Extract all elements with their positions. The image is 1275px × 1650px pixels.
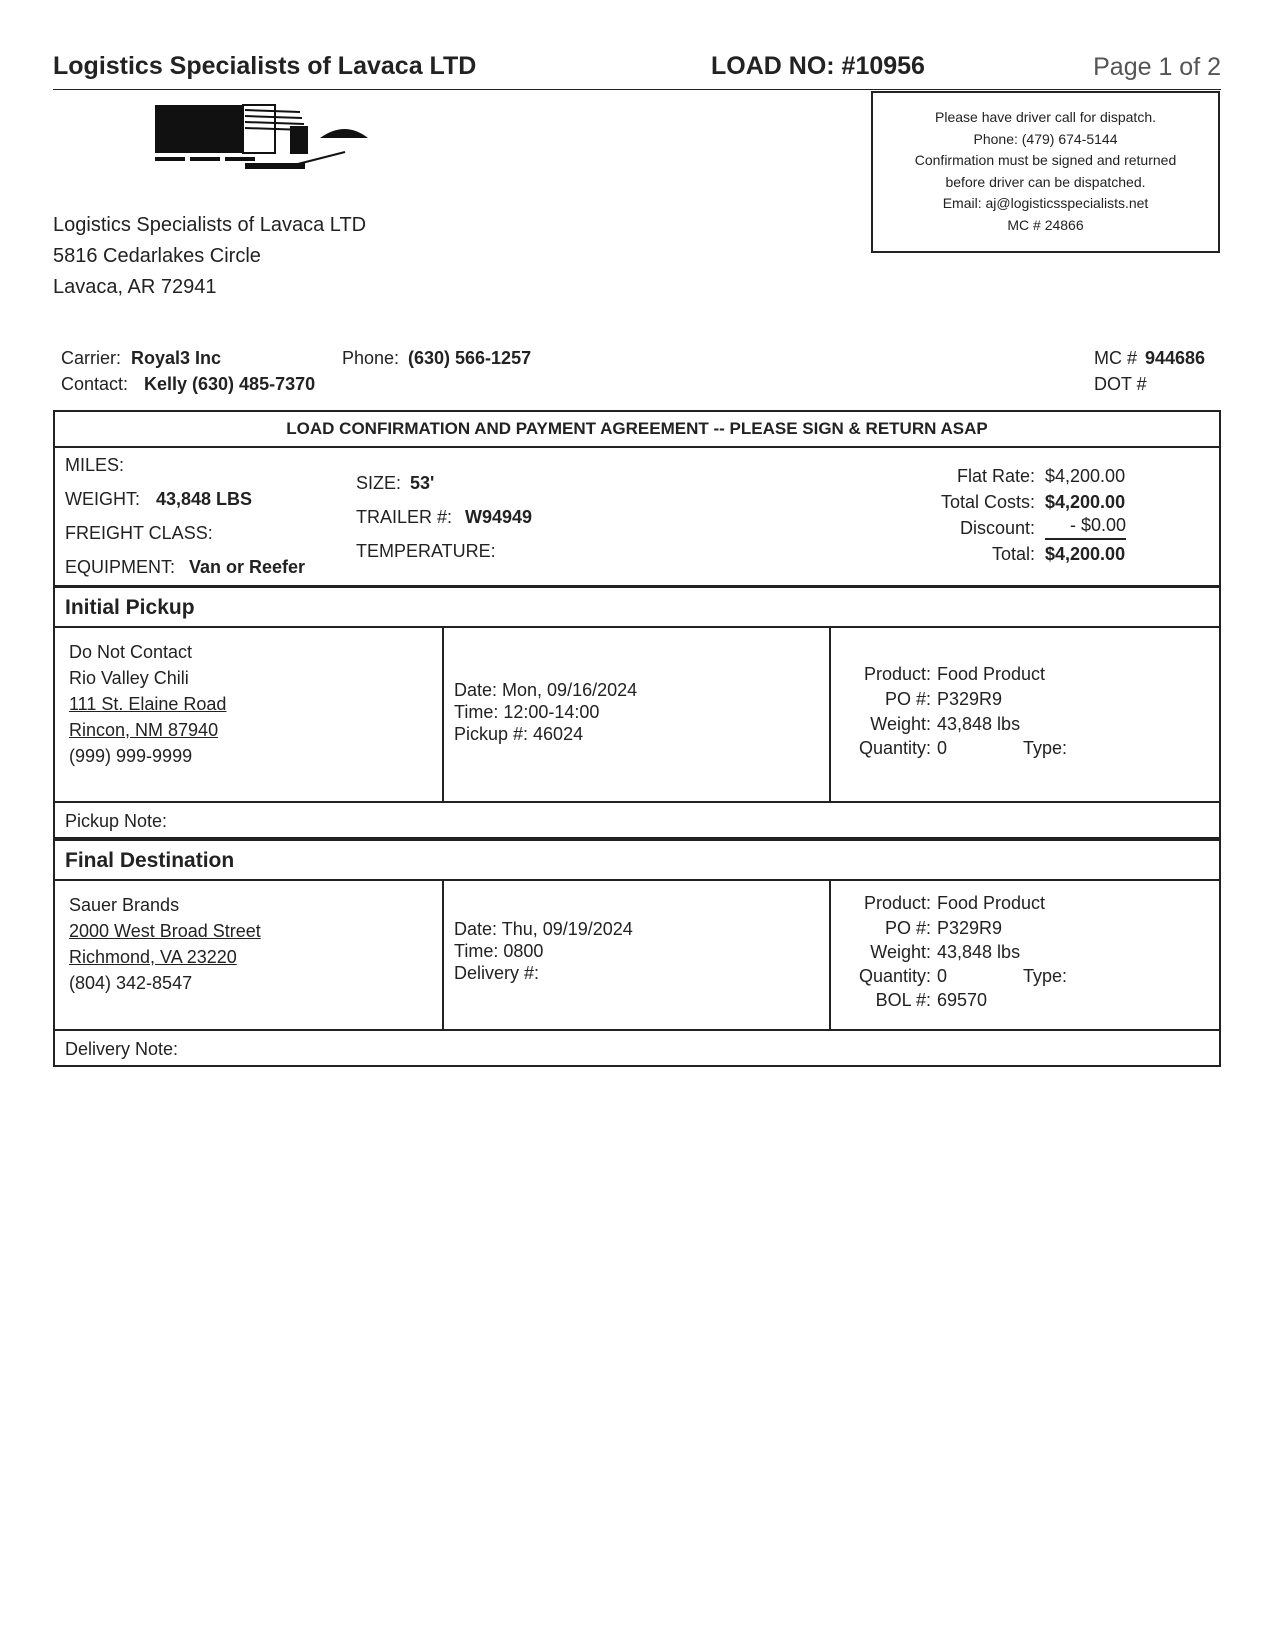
pickup-phone: (999) 999-9999 xyxy=(69,746,193,766)
destination-address-cell xyxy=(55,881,444,1029)
carrier-label: Carrier: xyxy=(61,348,122,368)
dispatch-email: Email: aj@logisticsspecialists.net xyxy=(942,195,1149,211)
destination-product-cell xyxy=(831,881,1219,1029)
dispatch-phone: Phone: (479) 674-5144 xyxy=(973,130,1118,147)
pickup-table xyxy=(53,626,1221,803)
carrier-phone-value: (630) 566-1257 xyxy=(408,348,532,368)
destination-name: Sauer Brands xyxy=(69,895,180,915)
flat-rate-label: Flat Rate: xyxy=(956,466,1035,486)
pickup-product-cell xyxy=(831,628,1219,801)
delivery-number: Delivery #: xyxy=(454,963,540,983)
trailer-label: TRAILER #: xyxy=(356,507,453,527)
size-value: 53' xyxy=(410,473,435,493)
destination-table xyxy=(53,879,1221,1031)
pickup-city[interactable]: Rincon, NM 87940 xyxy=(69,720,219,740)
pickup-product-label: Product: xyxy=(863,664,931,684)
destination-city[interactable]: Richmond, VA 23220 xyxy=(69,947,237,967)
weight-value: 43,848 LBS xyxy=(156,489,253,509)
pickup-product-value: Food Product xyxy=(937,664,1046,684)
dispatch-line: Confirmation must be signed and returned xyxy=(914,152,1177,168)
mc-label: MC # xyxy=(1094,348,1138,368)
pickup-note-row xyxy=(53,801,1221,839)
destination-type-label: Type: xyxy=(1023,966,1068,986)
address-city: Lavaca, AR 72941 xyxy=(53,276,217,298)
flat-rate-value: $4,200.00 xyxy=(1045,466,1126,486)
dispatch-mc: MC # 24866 xyxy=(1007,216,1084,233)
agreement-table xyxy=(53,410,1221,587)
address-name: Logistics Specialists of Lavaca LTD xyxy=(53,214,367,236)
address-street: 5816 Cedarlakes Circle xyxy=(53,245,261,267)
pickup-quantity-label: Quantity: xyxy=(858,738,931,758)
destination-quantity-value: 0 xyxy=(937,966,948,986)
miles-label: MILES: xyxy=(65,455,125,475)
destination-street[interactable]: 2000 West Broad Street xyxy=(69,921,261,941)
carrier-phone-label: Phone: xyxy=(342,348,400,368)
load-number: LOAD NO: #10956 xyxy=(711,52,925,80)
dispatch-line: before driver can be dispatched. xyxy=(945,173,1146,190)
agreement-title: LOAD CONFIRMATION AND PAYMENT AGREEMENT -- PLEASE SIGN & RETURN ASAP xyxy=(55,412,1219,448)
pickup-section-header xyxy=(53,586,1221,628)
destination-bol-label: BOL #: xyxy=(875,990,931,1010)
discount-label: Discount: xyxy=(959,518,1035,538)
trailer-value: W94949 xyxy=(465,507,533,527)
contact-value: Kelly (630) 485-7370 xyxy=(144,374,316,394)
destination-date: Date: Thu, 09/19/2024 xyxy=(454,919,633,939)
size-label: SIZE: xyxy=(356,473,402,493)
weight-label: WEIGHT: xyxy=(65,489,140,509)
pickup-schedule-cell xyxy=(442,628,831,801)
pickup-po-value: P329R9 xyxy=(937,689,1003,709)
pickup-po-label: PO #: xyxy=(884,689,931,709)
pickup-contact: Do Not Contact xyxy=(69,642,193,662)
pickup-note-label: Pickup Note: xyxy=(65,811,168,831)
total-costs-value: $4,200.00 xyxy=(1045,492,1126,512)
destination-po-value: P329R9 xyxy=(937,918,1003,938)
pickup-street[interactable]: 111 St. Elaine Road xyxy=(69,694,227,714)
pickup-section-title: Initial Pickup xyxy=(65,596,195,619)
discount-value: - $0.00 xyxy=(1045,515,1126,540)
equipment-value: Van or Reefer xyxy=(189,557,306,577)
destination-section-header xyxy=(53,839,1221,881)
destination-section-title: Final Destination xyxy=(65,849,235,872)
company-title: Logistics Specialists of Lavaca LTD xyxy=(53,52,477,80)
pickup-number: Pickup #: 46024 xyxy=(454,724,584,744)
pickup-quantity-value: 0 xyxy=(937,738,948,758)
freight-class-label: FREIGHT CLASS: xyxy=(65,523,213,543)
page-indicator: Page 1 of 2 xyxy=(1093,53,1221,81)
pickup-weight-label: Weight: xyxy=(870,714,931,734)
dispatch-info-box xyxy=(871,91,1220,253)
total-costs-label: Total Costs: xyxy=(940,492,1035,512)
pickup-date: Date: Mon, 09/16/2024 xyxy=(454,680,638,700)
delivery-note-row xyxy=(53,1029,1221,1067)
total-label: Total: xyxy=(991,544,1035,564)
destination-po-label: PO #: xyxy=(884,918,931,938)
equipment-label: EQUIPMENT: xyxy=(65,557,176,577)
truck-logo-icon xyxy=(150,100,390,175)
dispatch-line: Please have driver call for dispatch. xyxy=(935,109,1156,125)
destination-weight-value: 43,848 lbs xyxy=(937,942,1021,962)
dot-label: DOT # xyxy=(1094,374,1147,394)
destination-bol-value: 69570 xyxy=(937,990,988,1010)
contact-label: Contact: xyxy=(61,374,129,394)
mc-value: 944686 xyxy=(1145,348,1206,368)
pickup-name: Rio Valley Chili xyxy=(69,668,189,688)
pickup-address-cell xyxy=(55,628,444,801)
total-value: $4,200.00 xyxy=(1045,544,1126,564)
destination-time: Time: 0800 xyxy=(454,941,544,961)
destination-phone: (804) 342-8547 xyxy=(69,973,193,993)
destination-product-label: Product: xyxy=(863,893,931,913)
header-divider xyxy=(53,89,1221,90)
pickup-type-label: Type: xyxy=(1023,738,1068,758)
carrier-value: Royal3 Inc xyxy=(131,348,222,368)
destination-quantity-label: Quantity: xyxy=(858,966,931,986)
temperature-label: TEMPERATURE: xyxy=(356,541,496,561)
pickup-weight-value: 43,848 lbs xyxy=(937,714,1021,734)
destination-product-value: Food Product xyxy=(937,893,1046,913)
pickup-time: Time: 12:00-14:00 xyxy=(454,702,600,722)
destination-schedule-cell xyxy=(442,881,831,1029)
destination-weight-label: Weight: xyxy=(870,942,931,962)
delivery-note-label: Delivery Note: xyxy=(65,1039,179,1059)
